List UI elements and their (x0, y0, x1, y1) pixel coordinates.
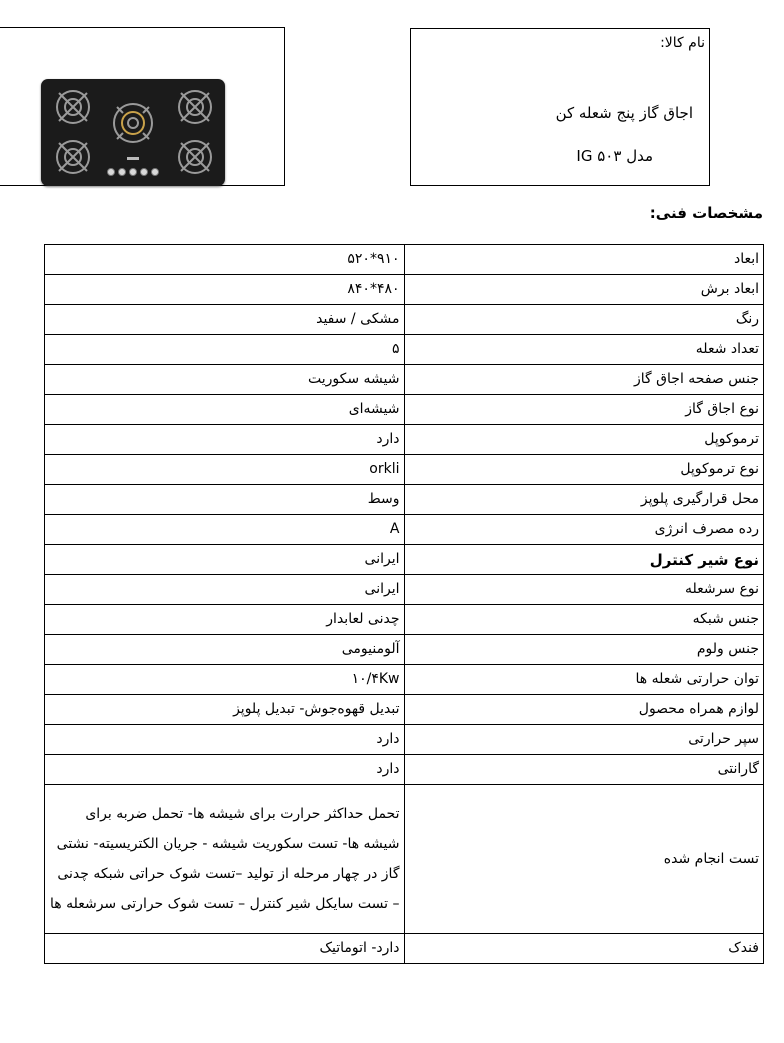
spec-value: ۱۰/۴Kw (45, 665, 405, 695)
table-row (45, 455, 764, 485)
product-title: اجاق گاز پنج شعله کن (555, 104, 693, 122)
burner-top-left-icon (57, 91, 89, 123)
product-name-box (410, 28, 710, 186)
table-row (45, 515, 764, 545)
table-row (45, 545, 764, 575)
spec-key: ابعاد (404, 245, 764, 275)
table-row (45, 275, 764, 305)
spec-value: ایرانی (45, 545, 405, 575)
table-row (45, 755, 764, 785)
table-row (45, 425, 764, 455)
spec-value: ایرانی (45, 575, 405, 605)
spec-value: آلومنیومی (45, 635, 405, 665)
spec-value: وسط (45, 485, 405, 515)
table-row (45, 305, 764, 335)
spec-key: تعداد شعله (404, 335, 764, 365)
specs-table (44, 244, 764, 964)
table-row (45, 485, 764, 515)
spec-key: لوازم همراه محصول (404, 695, 764, 725)
table-row (45, 605, 764, 635)
spec-key: ابعاد برش (404, 275, 764, 305)
spec-value: دارد- اتوماتیک (45, 934, 405, 964)
table-row (45, 934, 764, 964)
product-image-box (0, 27, 285, 186)
spec-value: تبدیل قهوه‌جوش- تبدیل پلوپز (45, 695, 405, 725)
table-row (45, 665, 764, 695)
spec-key: نوع اجاق گاز (404, 395, 764, 425)
spec-key: نوع سرشعله (404, 575, 764, 605)
spec-value: شیشه‌ای (45, 395, 405, 425)
table-row (45, 245, 764, 275)
spec-key: جنس صفحه اجاق گاز (404, 365, 764, 395)
spec-value: شیشه سکوریت (45, 365, 405, 395)
table-row (45, 575, 764, 605)
table-row (45, 725, 764, 755)
burner-top-right-icon (179, 91, 211, 123)
spec-value: دارد (45, 755, 405, 785)
ignition-indicator (127, 157, 139, 160)
table-row (45, 335, 764, 365)
specs-heading: مشخصات فنی: (649, 204, 763, 222)
spec-key: جنس شبکه (404, 605, 764, 635)
spec-key: گارانتی (404, 755, 764, 785)
cooktop-drawing (41, 79, 225, 186)
spec-value: ۵ (45, 335, 405, 365)
table-row (45, 695, 764, 725)
spec-key: سپر حرارتی (404, 725, 764, 755)
spec-key: محل قرارگیری پلوپز (404, 485, 764, 515)
spec-key: جنس ولوم (404, 635, 764, 665)
spec-key: رنگ (404, 305, 764, 335)
table-row (45, 785, 764, 934)
spec-key: رده مصرف انرژی (404, 515, 764, 545)
table-row (45, 365, 764, 395)
spec-key: نوع شیر کنترل (404, 545, 764, 575)
control-knobs (108, 169, 159, 176)
spec-value: مشکی / سفید (45, 305, 405, 335)
spec-value: تحمل حداکثر حرارت برای شیشه ها- تحمل ضربه برای شیشه ها- تست سکوریت شیشه - جریان الکتریسیته- نشتی گاز در چهار مرحله از تولید –تست شوک حراتی شبکه چدنی – تست سایکل شیر کنترل – تست شوک حرارتی سرشعله ها (45, 785, 405, 934)
burner-center-icon (114, 104, 152, 142)
spec-key: ترموکوپل (404, 425, 764, 455)
gas-cooktop-image (41, 79, 225, 186)
product-name-label: نام کالا: (660, 35, 705, 51)
spec-value: A (45, 515, 405, 545)
spec-value: دارد (45, 725, 405, 755)
spec-value: ۴۸۰*۸۴۰ (45, 275, 405, 305)
spec-value: دارد (45, 425, 405, 455)
burner-bottom-left-icon (57, 141, 89, 173)
burner-bottom-right-icon (179, 141, 211, 173)
spec-key: نوع ترموکوپل (404, 455, 764, 485)
spec-key: توان حرارتی شعله ها (404, 665, 764, 695)
spec-value: ۹۱۰*۵۲۰ (45, 245, 405, 275)
spec-value: orkli (45, 455, 405, 485)
spec-key: تست انجام شده (404, 785, 764, 934)
spec-value: چدنی لعابدار (45, 605, 405, 635)
table-row (45, 395, 764, 425)
product-model: مدل IG ۵۰۳ (576, 147, 653, 165)
table-row (45, 635, 764, 665)
spec-key: فندک (404, 934, 764, 964)
